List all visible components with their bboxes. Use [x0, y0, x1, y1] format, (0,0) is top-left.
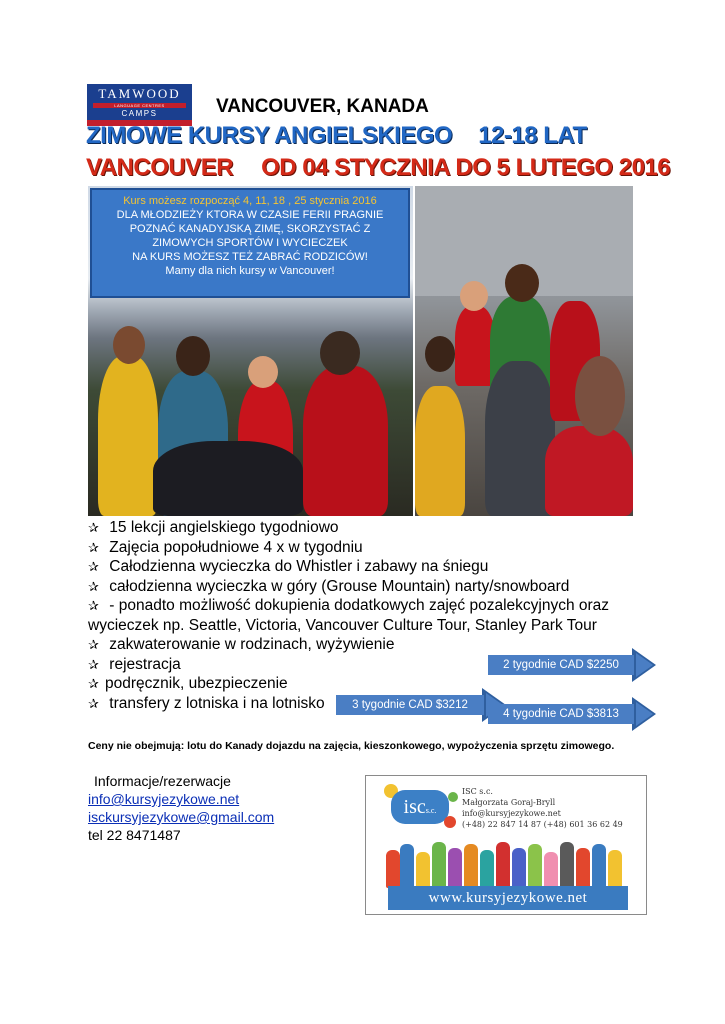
location-heading: VANCOUVER, KANADA: [216, 96, 429, 117]
email-link-info[interactable]: info@kursyjezykowe.net: [88, 791, 240, 807]
course-title: [86, 122, 587, 150]
card-website: www.kursyjezykowe.net: [388, 886, 628, 910]
star-icon: ✰: [88, 695, 99, 711]
list-item: ✰ zakwaterowanie w rodzinach, wyżywienie: [88, 636, 395, 653]
price-4-weeks: [488, 697, 656, 731]
price-3-weeks: [336, 688, 506, 722]
info-box: [90, 188, 410, 298]
list-item: ✰ Całodzienna wycieczka do Whistler i zabawy na śniegu: [88, 558, 489, 575]
card-details: [462, 786, 623, 830]
info-line: POZNAĆ KANADYJSKĄ ZIMĘ, SKORZYSTAĆ Z: [129, 223, 371, 235]
list-item: ✰ - ponadto możliwość dokupienia dodatkowych zajęć pozalekcyjnych oraz: [88, 597, 610, 614]
card-company: ISC s.c.: [462, 787, 493, 796]
list-item-continuation: wycieczek np. Seattle, Victoria, Vancouver Culture Tour, Stanley Park Tour: [88, 616, 597, 634]
feature-list: [88, 518, 648, 713]
isc-business-card: [365, 775, 647, 915]
star-icon: ✰: [88, 676, 99, 691]
price-2-weeks-label: 2 tygodnie CAD $2250: [488, 655, 634, 675]
email-link-gmail[interactable]: isckursyjezykowe@gmail.com: [88, 809, 275, 825]
info-line: NA KURS MOŻESZ TEŻ ZABRAĆ RODZICÓW!: [132, 251, 368, 263]
info-start-dates: Kurs możesz rozpocząć 4, 11, 18 , 25 stycznia 2016: [123, 195, 377, 207]
star-icon: ✰: [88, 539, 99, 555]
isc-logo: iscs.c.: [391, 790, 449, 824]
price-4-weeks-label: 4 tygodnie CAD $3813: [488, 704, 634, 724]
info-line: DLA MŁODZIEŻY KTORA W CZASIE FERII PRAGNIE: [116, 209, 384, 221]
course-dates-title: [86, 154, 670, 182]
star-icon: ✰: [88, 578, 99, 594]
tamwood-logo: [87, 84, 192, 126]
list-item: ✰ całodzienna wycieczka w góry (Grouse Mountain) narty/snowboard: [88, 577, 570, 595]
course-city: VANCOUVER: [86, 154, 234, 181]
info-line: Mamy dla nich kursy w Vancouver!: [165, 265, 335, 277]
list-item: ✰ 15 lekcji angielskiego tygodniowo: [88, 519, 339, 536]
logo-brand: TAMWOOD: [98, 86, 181, 101]
list-item: ✰ podręcznik, ubezpieczenie: [88, 675, 288, 692]
star-icon: ✰: [88, 598, 99, 613]
star-icon: ✰: [88, 656, 99, 672]
price-3-weeks-label: 3 tygodnie CAD $3212: [336, 695, 484, 715]
card-phones: (+48) 22 847 14 87 (+48) 601 36 62 49: [462, 820, 623, 829]
students-photo-city: [415, 186, 633, 516]
star-icon: ✰: [88, 637, 99, 652]
list-item: ✰ Zajęcia popołudniowe 4 x w tygodniu: [88, 538, 363, 556]
price-exclusions: Ceny nie obejmują: lotu do Kanady dojazdu na zajęcia, kieszonkowego, wypożyczenia sprzętu zimowego.: [88, 740, 615, 752]
info-line: ZIMOWYCH SPORTÓW I WYCIECZEK: [152, 237, 348, 249]
course-title-main: ZIMOWE KURSY ANGIELSKIEGO: [86, 122, 453, 149]
course-dates: OD 04 STYCZNIA DO 5 LUTEGO 2016: [261, 154, 671, 181]
contact-block: [88, 772, 274, 844]
logo-sub: LANGUAGE CENTRES: [93, 103, 186, 108]
course-age: 12-18 LAT: [478, 122, 587, 149]
list-item: ✰ transfery z lotniska i na lotnisko: [88, 694, 325, 712]
price-2-weeks: [488, 648, 656, 682]
star-icon: ✰: [88, 559, 99, 574]
star-icon: ✰: [88, 520, 99, 535]
list-item: ✰ rejestracja: [88, 655, 181, 673]
card-person: Małgorzata Goraj-Bryll: [462, 798, 556, 807]
contact-label: Informacje/rezerwacje: [94, 773, 231, 789]
card-email: info@kursyjezykowe.net: [462, 809, 561, 818]
logo-camps: CAMPS: [121, 109, 158, 118]
phone-number: tel 22 8471487: [88, 827, 181, 843]
people-illustration: [386, 838, 626, 888]
